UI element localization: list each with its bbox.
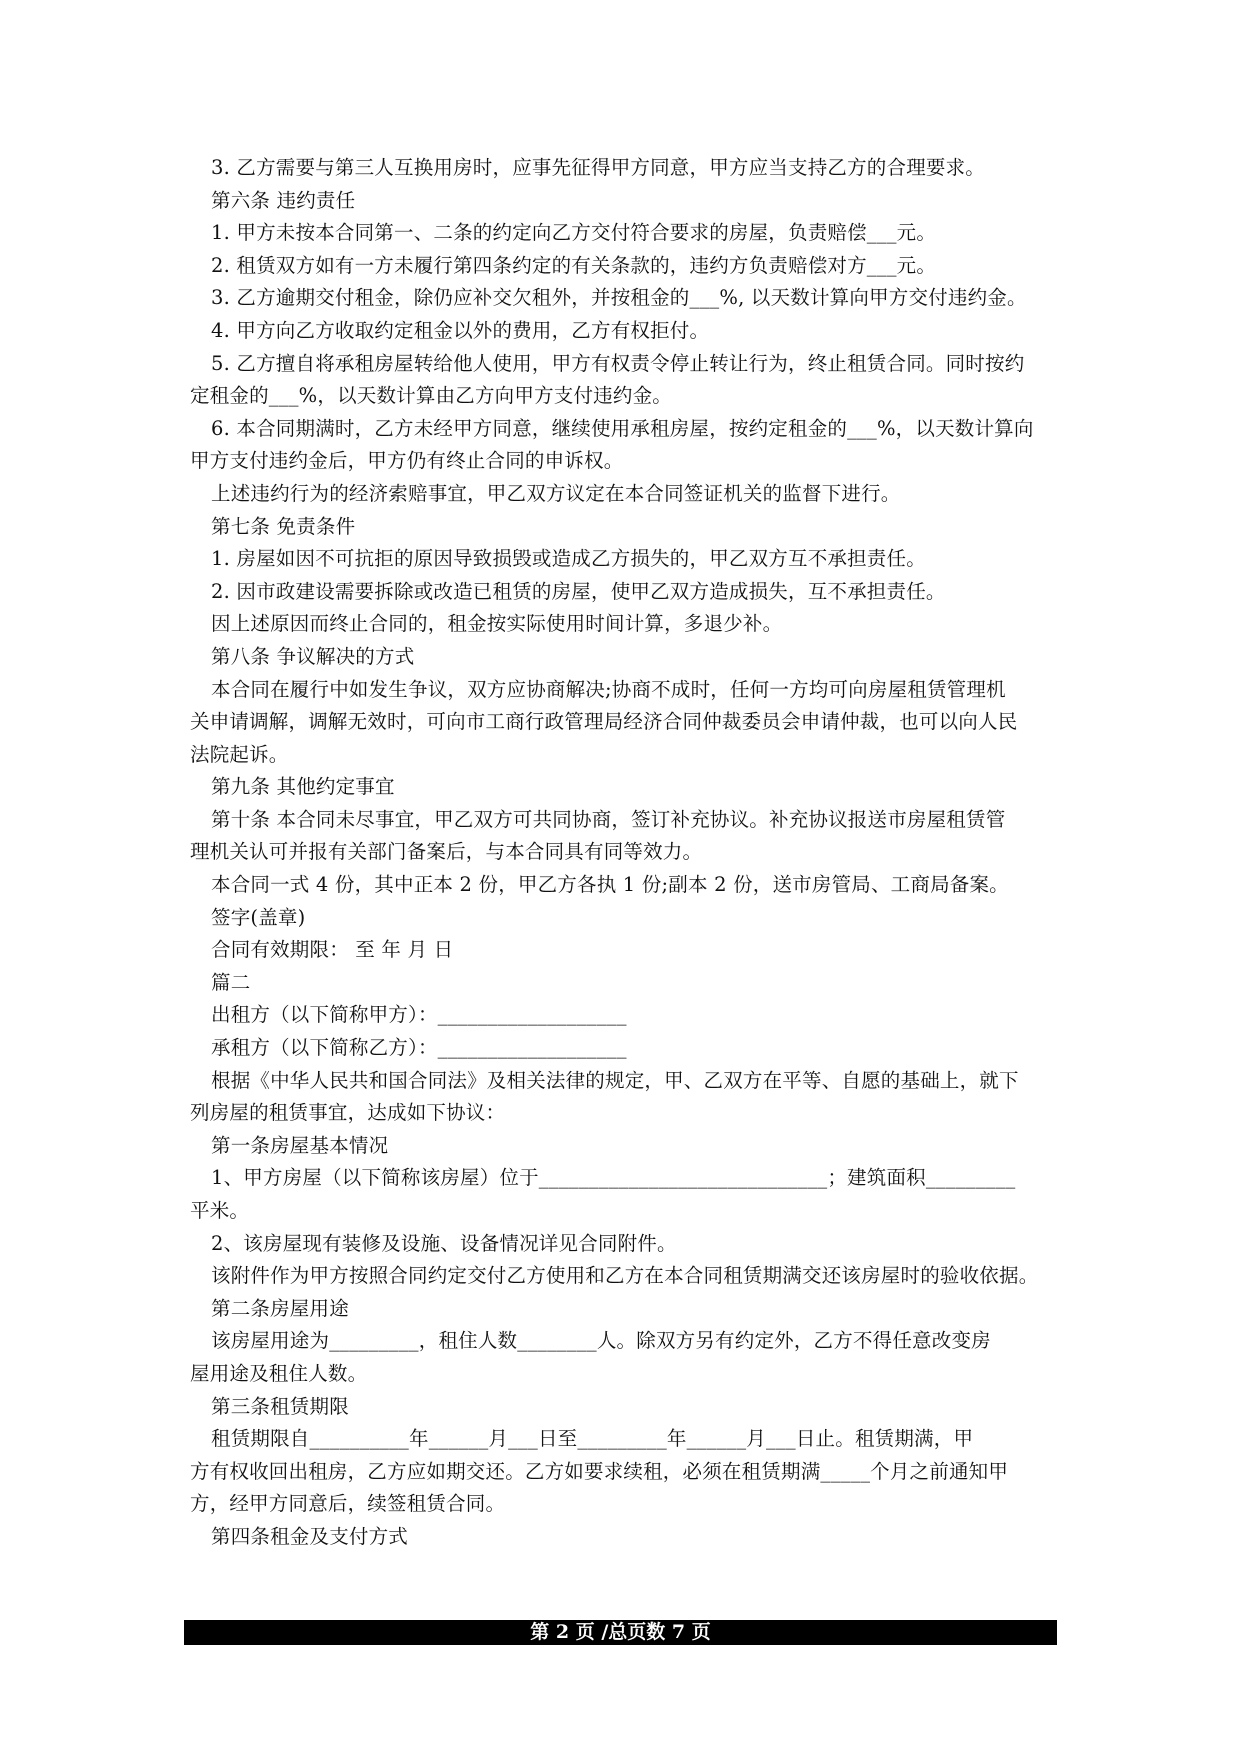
- text-line: 方有权收回出租房，乙方应如期交还。乙方如要求续租，必须在租赁期满_____个月之前通知甲: [190, 1459, 1009, 1483]
- text-line: 平米。: [190, 1199, 250, 1222]
- text-line: 第六条 违约责任: [211, 188, 356, 212]
- text-line: 根据《中华人民共和国合同法》及相关法律的规定，甲、乙双方在平等、自愿的基础上，就下: [211, 1068, 1019, 1092]
- text-line: 上述违约行为的经济索赔事宜，甲乙双方议定在本合同签证机关的监督下进行。: [211, 481, 901, 505]
- text-line: 本合同在履行中如发生争议，双方应协商解决;协商不成时，任何一方均可向房屋租赁管理机: [211, 677, 1006, 701]
- text-line: 屋用途及租住人数。: [190, 1361, 368, 1385]
- text-line: 第四条租金及支付方式: [211, 1524, 409, 1548]
- text-line: 该房屋用途为_________，租住人数________人。除双方另有约定外，乙方不得任意改变房: [211, 1329, 991, 1353]
- text-line: 关申请调解，调解无效时，可向市工商行政管理局经济合同仲裁委员会申请仲裁，也可以向人民: [190, 710, 1018, 734]
- text-line: 1. 房屋如因不可抗拒的原因导致损毁或造成乙方损失的，甲乙双方互不承担责任。: [211, 547, 926, 571]
- text-line: 4. 甲方向乙方收取约定租金以外的费用，乙方有权拒付。: [211, 318, 710, 342]
- text-line: 定租金的___%，以天数计算由乙方向甲方支付违约金。: [190, 384, 672, 408]
- text-line: 2、该房屋现有装修及设施、设备情况详见合同附件。: [211, 1231, 677, 1255]
- text-line: 第十条 本合同未尽事宜，甲乙双方可共同协商，签订补充协议。补充协议报送市房屋租赁管: [211, 807, 1006, 831]
- text-line: 本合同一式 4 份，其中正本 2 份，甲乙方各执 1 份;副本 2 份，送市房管局、工商局备案。: [211, 873, 1009, 897]
- text-line: 篇二: [211, 970, 251, 994]
- text-line: 5. 乙方擅自将承租房屋转给他人使用，甲方有权责令停止转让行为，终止租赁合同。同时按约: [211, 351, 1025, 375]
- text-line: 3. 乙方需要与第三人互换用房时，应事先征得甲方同意，甲方应当支持乙方的合理要求。: [211, 156, 986, 179]
- text-line: 第七条 免责条件: [211, 514, 356, 538]
- text-line: 第九条 其他约定事宜: [211, 775, 395, 799]
- text-line: 第八条 争议解决的方式: [211, 644, 415, 668]
- text-line: 出租方（以下简称甲方）：___________________: [211, 1003, 627, 1027]
- text-line: 租赁期限自__________年______月___日至_________年______月___日止。租赁期满，甲: [211, 1427, 974, 1451]
- text-line: 该附件作为甲方按照合同约定交付乙方使用和乙方在本合同租赁期满交还该房屋时的验收依据。: [211, 1264, 1039, 1288]
- text-line: 签字(盖章): [211, 905, 306, 929]
- text-line: 第三条租赁期限: [211, 1394, 349, 1418]
- text-line: 1、甲方房屋（以下简称该房屋）位于_____________________________；建筑面积_________: [211, 1166, 1016, 1190]
- text-line: 理机关认可并报有关部门备案后，与本合同具有同等效力。: [190, 840, 703, 864]
- text-line: 第二条房屋用途: [211, 1296, 349, 1320]
- text-line: 合同有效期限： 至 年 月 日: [211, 938, 454, 962]
- page-footer: [184, 1620, 1057, 1645]
- text-line: 方，经甲方同意后，续签租赁合同。: [190, 1492, 506, 1516]
- text-line: 列房屋的租赁事宜，达成如下协议：: [190, 1101, 506, 1125]
- text-line: 甲方支付违约金后，甲方仍有终止合同的申诉权。: [190, 449, 624, 473]
- text-line: 2. 因市政建设需要拆除或改造已租赁的房屋，使甲乙双方造成损失，互不承担责任。: [211, 579, 946, 603]
- text-line: 6. 本合同期满时，乙方未经甲方同意，继续使用承租房屋，按约定租金的___%，以天数计算向: [211, 416, 1034, 440]
- page-number-label: 第 2 页 /总页数 7 页: [530, 1621, 711, 1643]
- text-line: 法院起诉。: [190, 742, 289, 766]
- text-line: 因上述原因而终止合同的，租金按实际使用时间计算，多退少补。: [211, 612, 783, 636]
- text-line: 3. 乙方逾期交付租金，除仍应补交欠租外，并按租金的___%, 以天数计算向甲方交付违约金。: [211, 286, 1027, 310]
- text-line: 第一条房屋基本情况: [211, 1133, 389, 1157]
- text-line: 2. 租赁双方如有一方未履行第四条约定的有关条款的，违约方负责赔偿对方___元。: [211, 253, 937, 277]
- text-line: 1. 甲方未按本合同第一、二条的约定向乙方交付符合要求的房屋，负责赔偿___元。: [211, 221, 937, 245]
- text-line: 承租方（以下简称乙方）：___________________: [211, 1036, 627, 1060]
- document-body: [190, 152, 1070, 1554]
